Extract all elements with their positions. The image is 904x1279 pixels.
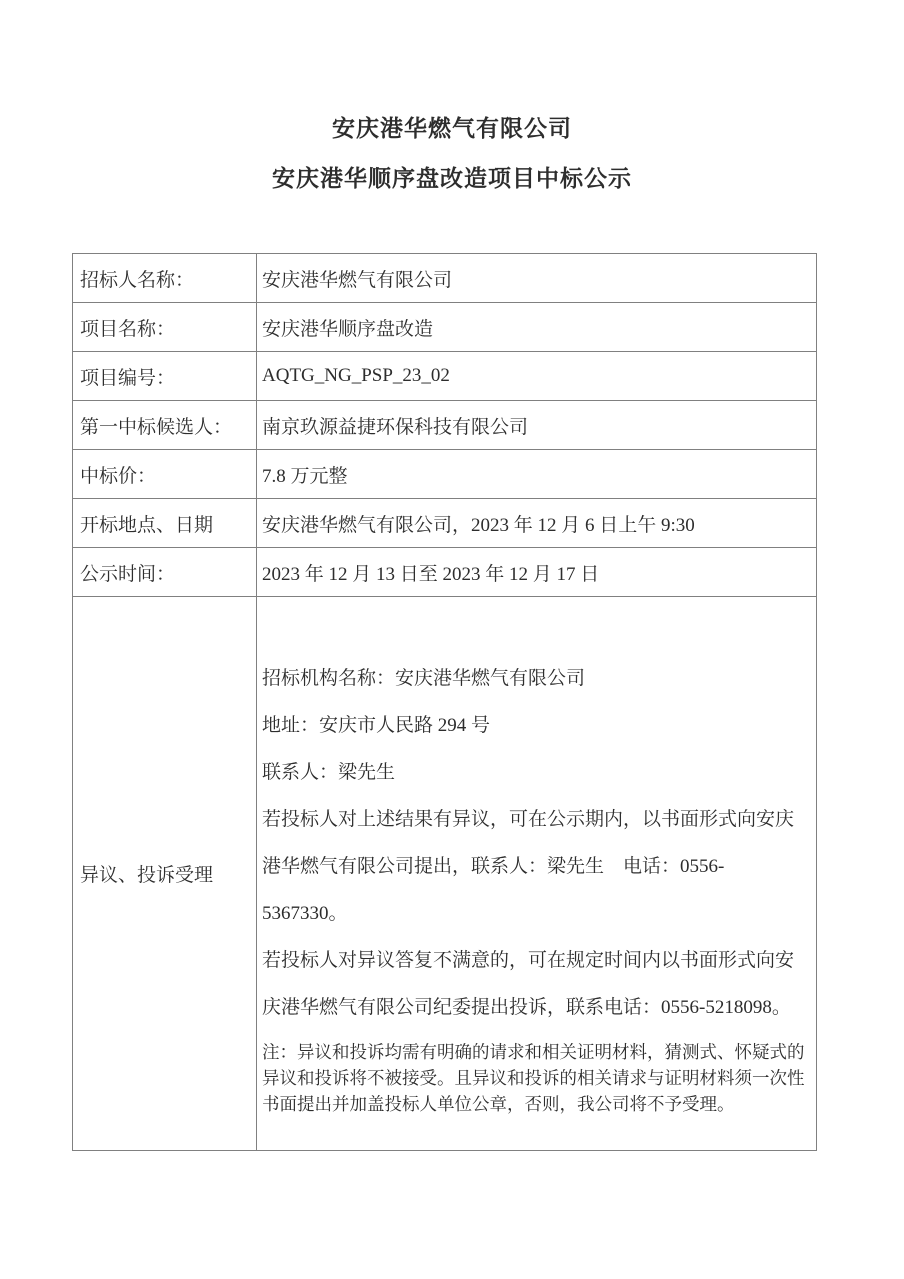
page-title: 安庆港华燃气有限公司 [332,116,572,141]
row-label: 异议、投诉受理 [73,597,257,1151]
table-row [73,401,817,450]
objection-paragraph: 若投标人对异议答复不满意的，可在规定时间内以书面形式向安庆港华燃气有限公司纪委提出投诉，联系电话：0556-5218098。 [262,950,795,1018]
table-row-objection [73,597,817,1151]
table-row [73,303,817,352]
row-label: 公示时间： [73,548,257,597]
row-value: 安庆港华燃气有限公司，2023 年 12 月 6 日上午 9:30 [257,499,817,548]
objection-note: 注：异议和投诉均需有明确的请求和相关证明材料，猜测式、怀疑式的异议和投诉将不被接受。且异议和投诉的相关请求与证明材料须一次性书面提出并加盖投标人单位公章，否则，我公司将不予受理。 [262,1042,805,1114]
objection-paragraph: 招标机构名称：安庆港华燃气有限公司 [262,668,586,689]
row-label: 项目名称： [73,303,257,352]
announcement-table [72,253,817,1151]
row-label: 项目编号： [73,352,257,401]
row-label: 开标地点、日期 [73,499,257,548]
objection-paragraph: 地址：安庆市人民路 294 号 [262,715,491,736]
table-row [73,548,817,597]
row-value: AQTG_NG_PSP_23_02 [257,352,817,401]
row-label: 第一中标候选人： [73,401,257,450]
table-row [73,352,817,401]
page-subtitle: 安庆港华顺序盘改造项目中标公示 [272,166,632,191]
row-label: 中标价： [73,450,257,499]
row-value: 南京玖源益捷环保科技有限公司 [257,401,817,450]
table-row [73,450,817,499]
row-value: 安庆港华燃气有限公司 [257,254,817,303]
table-row [73,254,817,303]
objection-paragraph: 联系人：梁先生 [262,762,396,783]
row-value: 2023 年 12 月 13 日至 2023 年 12 月 17 日 [257,548,817,597]
objection-content [257,597,817,1151]
row-label: 招标人名称： [73,254,257,303]
row-value: 安庆港华顺序盘改造 [257,303,817,352]
table-row [73,499,817,548]
row-value: 7.8 万元整 [257,450,817,499]
objection-paragraph: 若投标人对上述结果有异议，可在公示期内，以书面形式向安庆港华燃气有限公司提出，联系人：梁先生 电话：0556-5367330。 [262,809,795,924]
